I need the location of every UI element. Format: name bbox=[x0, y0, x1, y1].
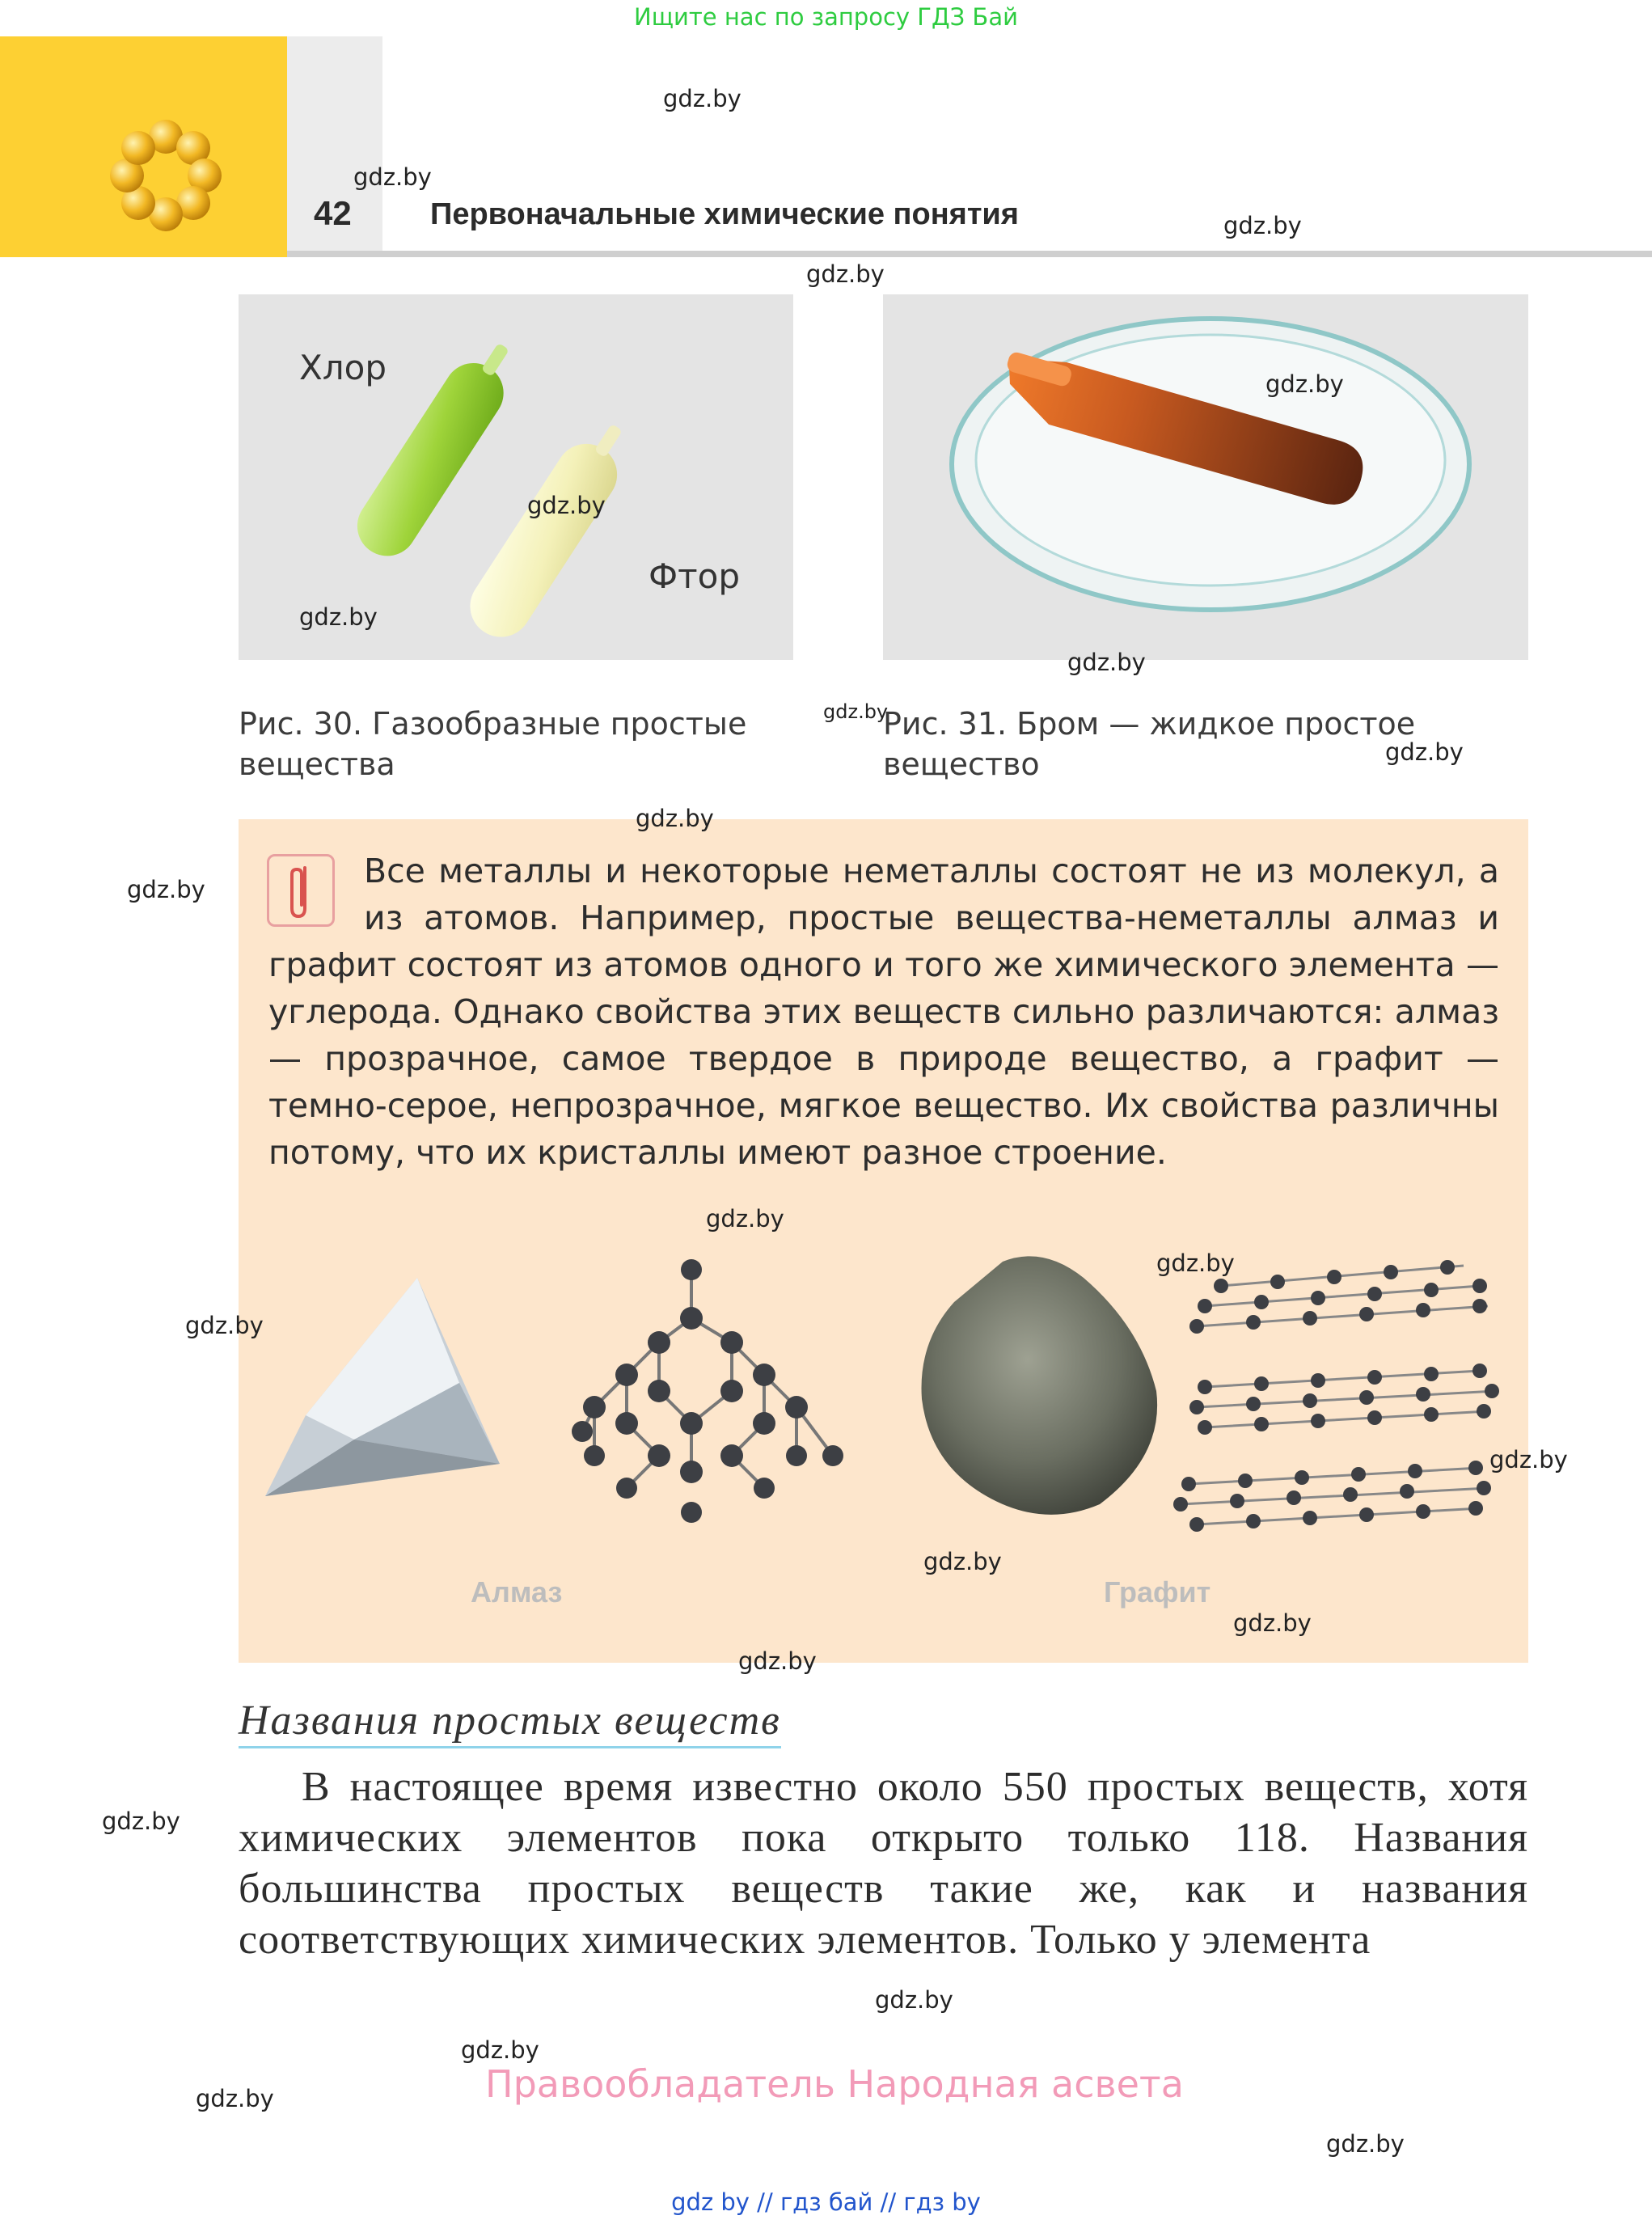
watermark: gdz.by bbox=[1265, 370, 1344, 398]
watermark: gdz.by bbox=[823, 700, 889, 723]
footer-links[interactable]: gdz by // гдз бай // гдз by bbox=[671, 2188, 981, 2216]
diamond-label: Алмаз bbox=[471, 1575, 563, 1609]
caption-line: вещество bbox=[883, 746, 1040, 782]
watermark: gdz.by bbox=[185, 1312, 264, 1339]
chlorine-label: Хлор bbox=[299, 348, 387, 387]
graphite-photo bbox=[914, 1245, 1172, 1537]
caption-line: Рис. 31. Бром — жидкое простое bbox=[883, 706, 1416, 742]
watermark: gdz.by bbox=[1067, 649, 1146, 676]
top-banner[interactable]: Ищите нас по запросу ГДЗ Бай bbox=[634, 3, 1018, 31]
watermark: gdz.by bbox=[102, 1808, 180, 1835]
figure-30-caption bbox=[239, 704, 746, 784]
watermark: gdz.by bbox=[299, 603, 378, 631]
fluorine-label: Фтор bbox=[649, 556, 740, 596]
watermark: gdz.by bbox=[527, 492, 606, 519]
watermark: gdz.by bbox=[923, 1548, 1002, 1575]
caption-line: Рис. 30. Газообразные простые bbox=[239, 706, 747, 742]
watermark: gdz.by bbox=[1233, 1609, 1312, 1637]
paperclip-icon bbox=[267, 854, 335, 927]
diamond-crystal-photo bbox=[257, 1262, 516, 1504]
watermark: gdz.by bbox=[1385, 738, 1464, 766]
section-heading: Названия простых веществ bbox=[239, 1697, 781, 1748]
section-paragraph-text: В настоящее время известно около 550 простых веществ, хотя химических элементов пока открыто только 118. Названия большинства простых веществ такие же, как и названия соответствующих химических элементов. Только у элемента bbox=[239, 1764, 1528, 1963]
watermark: gdz.by bbox=[1489, 1446, 1568, 1474]
diamond-lattice-model bbox=[558, 1245, 857, 1537]
watermark: gdz.by bbox=[806, 260, 885, 288]
watermark: gdz.by bbox=[636, 805, 714, 832]
caption-line: вещества bbox=[239, 746, 395, 782]
molecule-logo-icon bbox=[109, 119, 222, 232]
figure-31-caption bbox=[883, 704, 1415, 784]
watermark: gdz.by bbox=[663, 85, 741, 112]
watermark: gdz.by bbox=[875, 1986, 953, 2014]
watermark: gdz.by bbox=[196, 2085, 274, 2112]
copyright-notice: Правообладатель Народная асвета bbox=[485, 2062, 1184, 2106]
header-rule bbox=[287, 251, 1652, 257]
watermark: gdz.by bbox=[127, 876, 205, 903]
watermark: gdz.by bbox=[738, 1647, 817, 1675]
watermark: gdz.by bbox=[1223, 212, 1302, 239]
section-paragraph bbox=[239, 1761, 1528, 1965]
watermark: gdz.by bbox=[1156, 1249, 1235, 1277]
watermark: gdz.by bbox=[353, 163, 432, 191]
page-number: 42 bbox=[314, 194, 352, 232]
watermark: gdz.by bbox=[706, 1205, 784, 1233]
graphite-label: Графит bbox=[1104, 1575, 1211, 1609]
figure-31-photo bbox=[883, 294, 1528, 660]
watermark: gdz.by bbox=[461, 2036, 539, 2064]
watermark: gdz.by bbox=[1326, 2130, 1405, 2158]
info-paragraph-text: Все металлы и некоторые неметаллы состоят не из молекул, а из атомов. Например, простые вещества-неметаллы алмаз и графит состоят из атомов одного и того же химического элемента — углерода. Однако свойства этих веществ сильно различаются: алмаз — прозрачное, самое твердое в природе вещество, а графит — темно-серое, непрозрачное, мягкое вещество. Их свойства различны потому, что их кристаллы имеют разное строение. bbox=[268, 852, 1499, 1172]
info-paragraph bbox=[268, 848, 1499, 1176]
graphite-layers-model bbox=[1172, 1249, 1512, 1549]
chapter-title: Первоначальные химические понятия bbox=[430, 197, 1019, 231]
bromine-ampoule-illustration bbox=[883, 294, 1528, 660]
